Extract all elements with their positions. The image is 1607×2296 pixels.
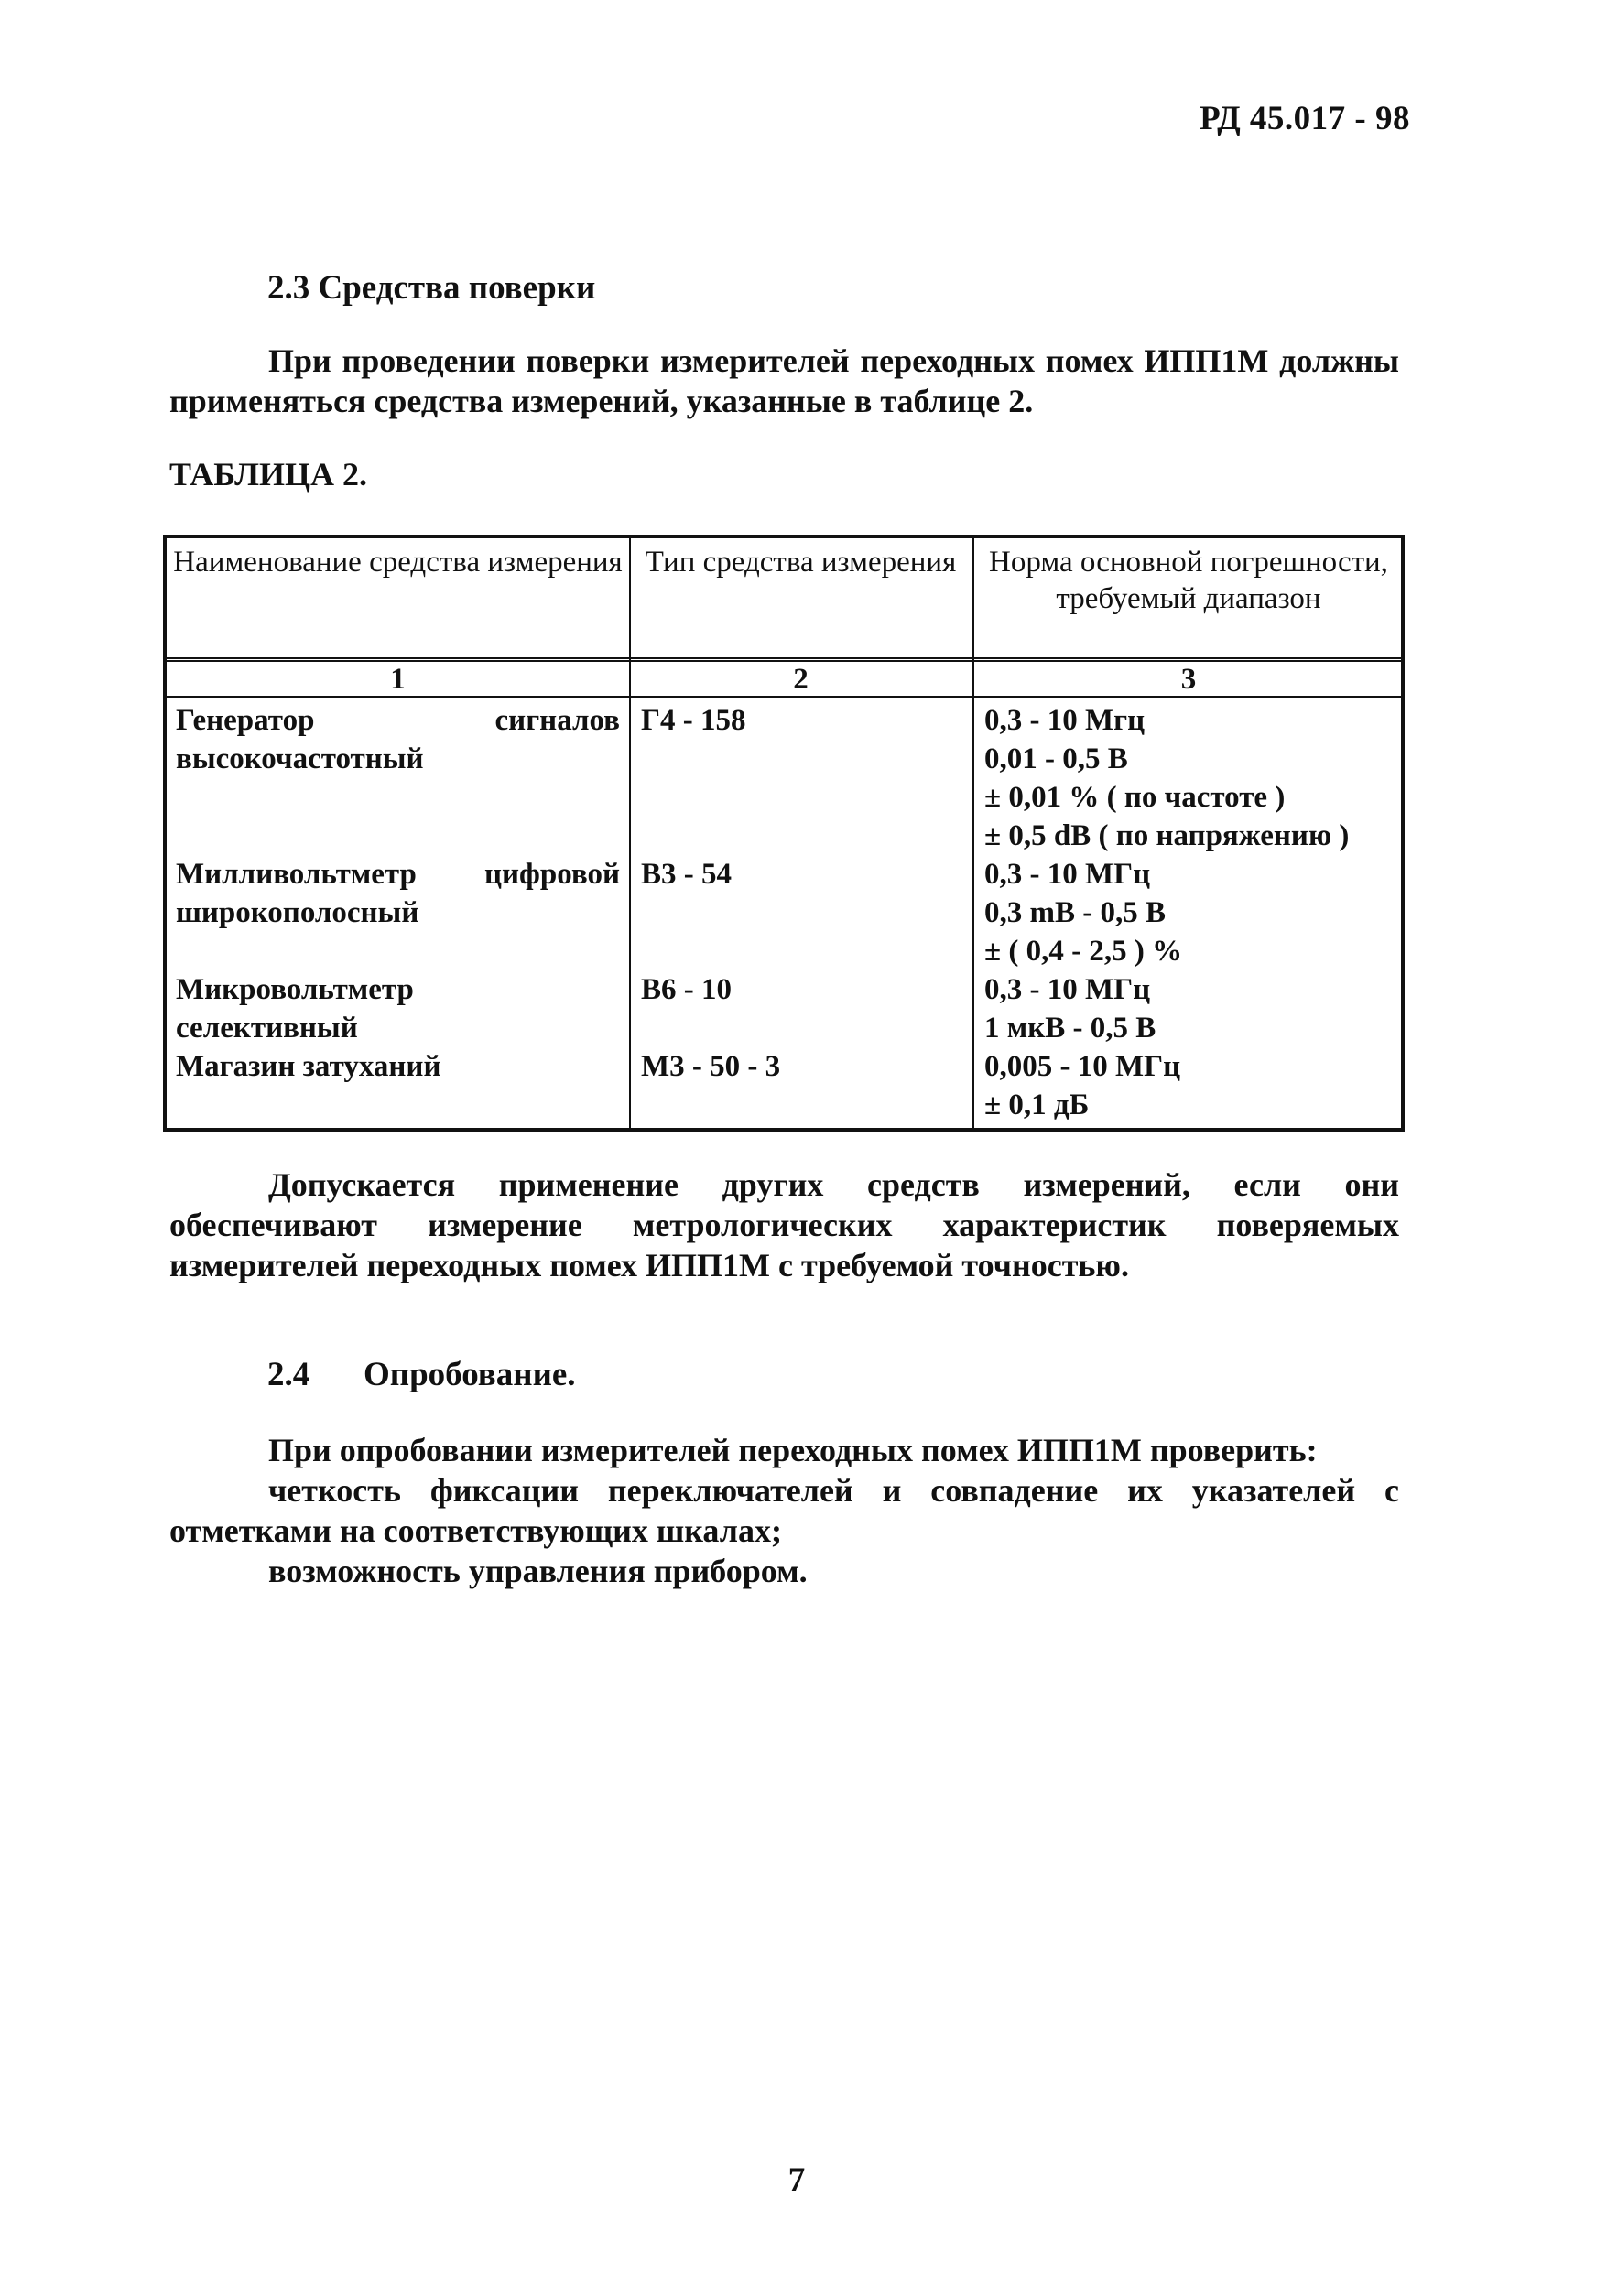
- section-2-3-paragraph: При проведении поверки измерителей переходных помех ИПП1М должны применяться средства измерений, указанные в таблице 2.: [169, 342, 1399, 419]
- paragraph-after-table: Допускается применение других средств измерений, если они обеспечивают измерение метрологических характеристик поверяемых измерителей переходных помех ИПП1М с требуемой точностью.: [169, 1166, 1399, 1283]
- table-cell-type: М3 - 50 - 3: [641, 1050, 781, 1083]
- table-column-number: 3: [1180, 663, 1197, 696]
- table-column-number: 2: [793, 663, 809, 696]
- table-caption: ТАБЛИЦА 2.: [169, 456, 367, 493]
- table-cell-name: Магазин затуханий: [176, 1050, 441, 1083]
- table-cell-type: В6 - 10: [641, 973, 732, 1006]
- table-cell-name: Микровольтметр селективный: [176, 973, 414, 1045]
- section-2-4-line: возможность управления прибором.: [268, 1553, 808, 1589]
- section-2-3-heading: 2.3 Средства поверки: [267, 269, 596, 307]
- document-code: РД 45.017 - 98: [1200, 100, 1410, 137]
- table-header-type: Тип средства измерения: [645, 546, 957, 579]
- table-column-divider: [972, 538, 974, 1128]
- table-cell-type: Г4 - 158: [641, 704, 746, 737]
- section-2-4-heading: 2.4 Опробование.: [267, 1356, 576, 1393]
- section-2-4-line: При опробовании измерителей переходных помех ИПП1М проверить:: [268, 1432, 1318, 1468]
- table-row-divider: [167, 657, 1401, 659]
- table-header-norm: Норма основной погрешности, требуемый диапазон: [989, 546, 1388, 615]
- table-cell-type: В3 - 54: [641, 858, 732, 891]
- page-number: 7: [787, 2161, 806, 2199]
- table-cell-values: 0,3 - 10 Мгц 0,01 - 0,5 В ± 0,01 % ( по частоте ) ± 0,5 dB ( по напряжению ): [984, 704, 1350, 852]
- verification-tools-table: [163, 535, 1405, 1132]
- table-cell-name: Генератор сигналов высокочастотный: [176, 704, 620, 775]
- table-header-name: Наименование средства измерения: [173, 546, 623, 579]
- section-2-4-line: четкость фиксации переключателей и совпадение их указателей с отметками на соответствующих шкалах;: [169, 1472, 1399, 1549]
- table-column-divider: [629, 538, 631, 1128]
- table-column-number: 1: [390, 663, 406, 696]
- table-cell-values: 0,3 - 10 МГц 1 мкВ - 0,5 В: [984, 973, 1156, 1045]
- table-cell-name: Милливольтметр цифровой широкополосный: [176, 858, 620, 929]
- table-cell-values: 0,005 - 10 МГц ± 0,1 дБ: [984, 1050, 1181, 1121]
- table-cell-values: 0,3 - 10 МГц 0,3 mB - 0,5 В ± ( 0,4 - 2,5 ) %: [984, 858, 1183, 968]
